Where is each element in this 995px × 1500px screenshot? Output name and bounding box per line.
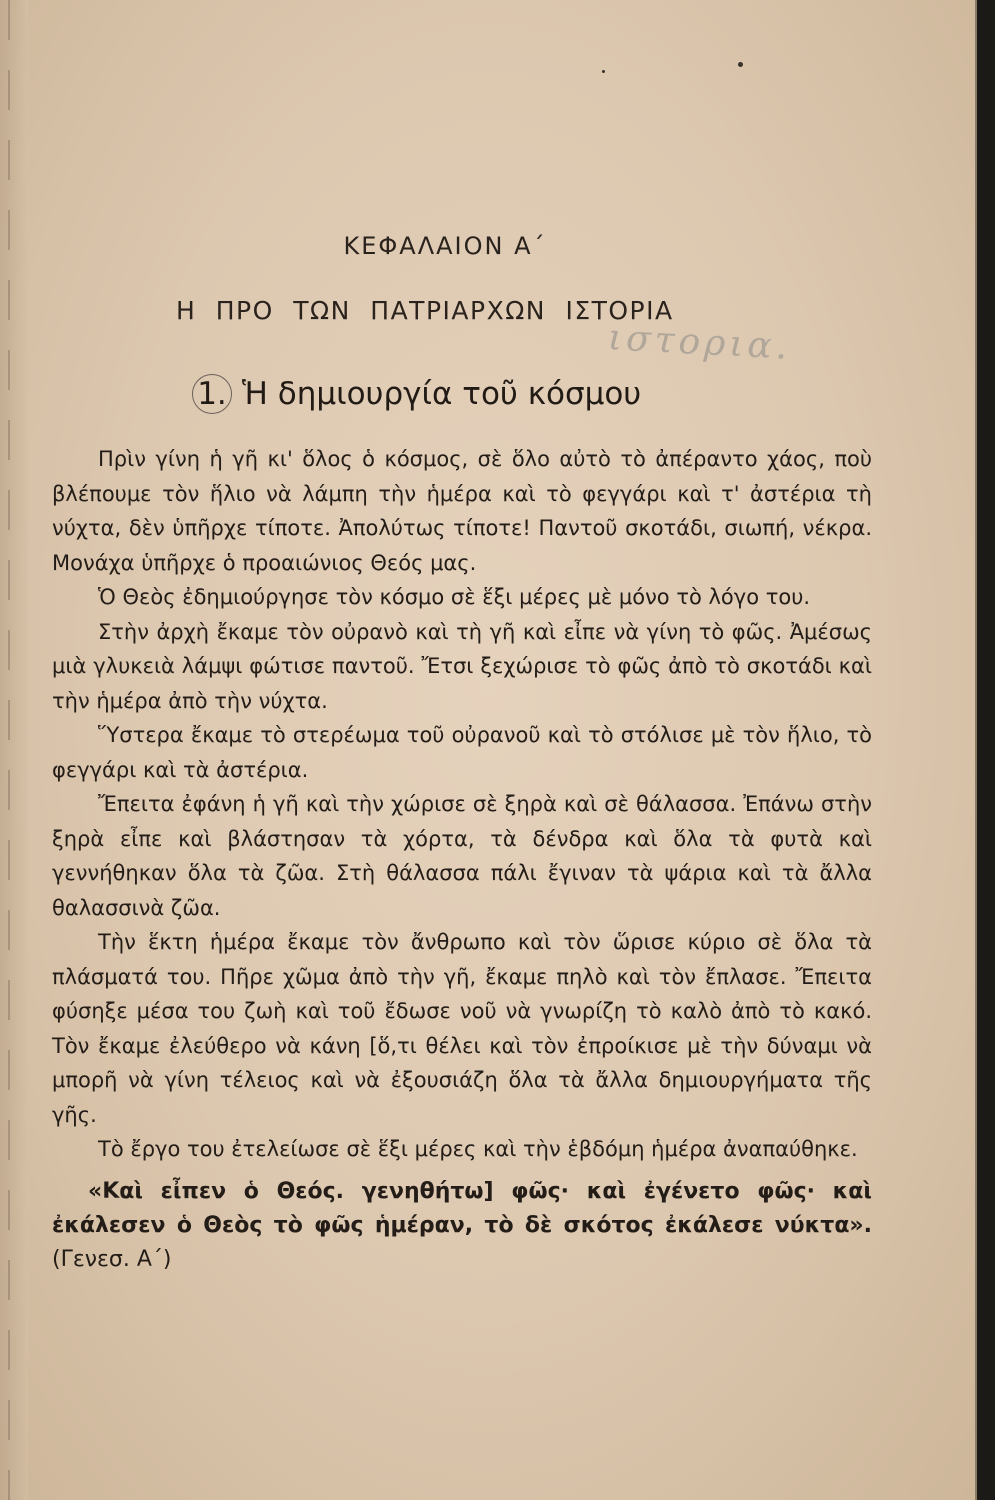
chapter-heading: ΚΕΦΑΛΑΙΟΝ Α΄ <box>343 232 547 260</box>
quote-reference: (Γενεσ. Α΄) <box>52 1246 172 1272</box>
scripture-quote <box>52 1175 872 1277</box>
paragraph: Τὸ ἔργο του ἐτελείωσε σὲ ἕξι μέρες καὶ τὴν ἑβδόμη ἡμέρα ἀναπαύθηκε. <box>98 1137 858 1161</box>
paragraph: Στὴν ἀρχὴ ἔκαμε τὸν οὐρανὸ καὶ τὴ γῆ καὶ εἶπε νὰ γίνη τὸ φῶς. Ἀμέσως μιὰ γλυκειὰ λάμψι φώτισε παντοῦ. Ἔτσι ξεχώρισε τὸ φῶς ἀπὸ τὸ σκοτάδι καὶ τὴν ἡμέρα ἀπὸ τὴν νύχτα. <box>52 619 872 713</box>
section-number: 1. <box>192 374 232 414</box>
body-text <box>52 442 872 1277</box>
paragraph: Ὁ Θεὸς ἐδημιούργησε τὸν κόσμο σὲ ἕξι μέρες μὲ μόνο τὸ λόγο του. <box>98 585 811 609</box>
paper-speck <box>602 70 605 73</box>
paper-speck <box>738 62 743 67</box>
paragraph: Τὴν ἕκτη ἡμέρα ἔκαμε τὸν ἄνθρωπο καὶ τὸν ὥρισε κύριο σὲ ὅλα τὰ πλάσματά του. Πῆρε χῶμα ἀπὸ τὴν γῆ, ἔκαμε πηλὸ καὶ τὸν ἔπλασε. Ἔπειτα φύσηξε μέσα του ζωὴ καὶ τοῦ ἔδωσε νοῦ νὰ γνωρίζη τὸ καλὸ ἀπὸ τὸ κακό. Τὸν ἔκαμε ἐλεύθερο νὰ κάνη [ὅ,τι θέλει καὶ τὸν ἐπροίκισε μὲ τὴν δύναμι νὰ μπορῆ νὰ γίνη τέλειος καὶ νὰ ἐξουσιάζη ὅλα τὰ ἄλλα δημιουργήματα τῆς γῆς. <box>52 930 872 1127</box>
paragraph: Πρὶν γίνη ἡ γῆ κι' ὅλος ὁ κόσμος, σὲ ὅλο αὐτὸ τὸ ἀπέραντο χάος, ποὺ βλέπουμε τὸν ἥλιο νὰ λάμπη τὴν ἡμέρα καὶ τὸ φεγγάρι καὶ τ' ἀστέρια τὴ νύχτα, δὲν ὑπῆρχε τίποτε. Ἀπολύτως τίποτε! Παντοῦ σκοτάδι, σιωπή, νέκρα. Μονάχα ὑπῆρχε ὁ προαιώνιος Θεός μας. <box>52 447 872 575</box>
section-heading <box>192 374 641 414</box>
section-title: Ἡ δημιουργία τοῦ κόσμου <box>242 376 642 412</box>
paragraph: Ὕστερα ἔκαμε τὸ στερέωμα τοῦ οὐρανοῦ καὶ τὸ στόλισε μὲ τὸν ἥλιο, τὸ φεγγάρι καὶ τὰ ἀστέρια. <box>52 723 872 782</box>
quote-text: «Καὶ εἶπεν ὁ Θεός. γενηθήτω] φῶς· καὶ ἐγένετο φῶς· καὶ ἐκάλεσεν ὁ Θεὸς τὸ φῶς ἡμέραν, τὸ δὲ σκότος ἐκάλεσε νύκτα». <box>52 1178 872 1238</box>
binding-edge <box>8 0 10 1500</box>
paragraph: Ἔπειτα ἐφάνη ἡ γῆ καὶ τὴν χώρισε σὲ ξηρὰ καὶ σὲ θάλασσα. Ἐπάνω στὴν ξηρὰ εἶπε καὶ βλάστησαν τὰ χόρτα, τὰ δένδρα καὶ ὅλα τὰ φυτὰ καὶ γεννήθηκαν ὅλα τὰ ζῶα. Στὴ θάλασσα πάλι ἔγιναν τὰ ψάρια καὶ τὰ ἄλλα θαλασσινὰ ζῶα. <box>52 792 872 920</box>
chapter-subheading: Η ΠΡΟ ΤΩΝ ΠΑΤΡΙΑΡΧΩΝ ΙΣΤΟΡΙΑ <box>176 296 674 325</box>
handwritten-note: ιστορια. <box>607 317 793 368</box>
